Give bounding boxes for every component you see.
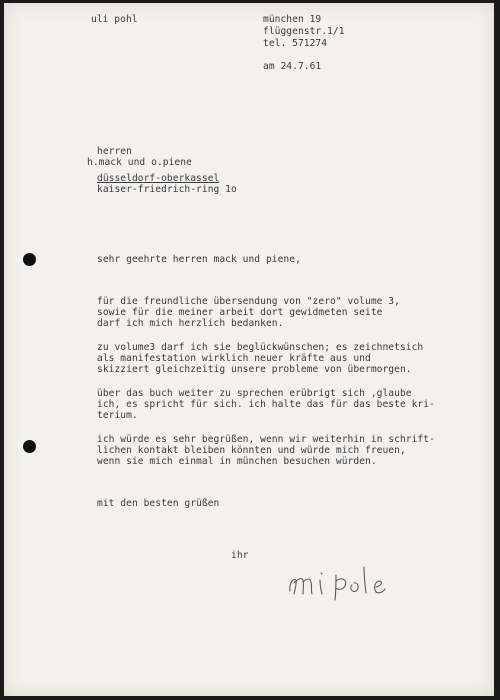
- letter-date: am 24.7.61: [263, 61, 322, 72]
- recipient-city: düsseldorf-oberkassel: [97, 173, 220, 184]
- sender-phone: tel. 571274: [263, 38, 328, 49]
- closing: mit den besten grüßen: [97, 498, 220, 509]
- paragraph-4-line-3: wenn sie mich einmal in münchen besuchen würden.: [97, 456, 377, 467]
- paragraph-4-line-2: lichen kontakt bleiben könnten und würde mich freuen,: [97, 445, 406, 456]
- handwritten-signature: [286, 561, 396, 601]
- paragraph-1-line-1: für die freundliche übersendung von "zero" volume 3,: [97, 296, 400, 307]
- paragraph-2-line-3: skizziert gleichzeitig unsere probleme von übermorgen.: [97, 364, 412, 375]
- recipient-names: h.mack und o.piene: [87, 157, 192, 168]
- paragraph-3-line-1: über das buch weiter zu sprechen erübrigt sich ,glaube: [97, 388, 412, 399]
- signature-strokes: [286, 561, 396, 601]
- signoff: ihr: [231, 550, 249, 561]
- paragraph-1-line-2: sowie für die meiner arbeit dort gewidmeten seite: [97, 307, 383, 318]
- letter-page: [4, 3, 494, 696]
- paragraph-2-line-2: als manifestation wirklich neuer kräfte aus und: [97, 353, 371, 364]
- paragraph-2-line-1: zu volume3 darf ich sie beglückwünschen; es zeichnetsich: [97, 342, 424, 353]
- sender-city: münchen 19: [263, 14, 322, 25]
- paragraph-3-line-3: terium.: [97, 410, 138, 421]
- sender-name: uli pohl: [91, 14, 138, 25]
- recipient-street: kaiser-friedrich-ring 1o: [97, 184, 237, 195]
- punch-hole-upper: [23, 253, 36, 266]
- sender-street: flüggenstr.1/1: [263, 26, 345, 37]
- punch-hole-lower: [23, 440, 36, 453]
- paragraph-1-line-3: darf ich mich herzlich bedanken.: [97, 318, 284, 329]
- recipient-salutation-line: herren: [97, 146, 132, 157]
- greeting: sehr geehrte herren mack und piene,: [97, 254, 301, 265]
- paragraph-3-line-2: ich, es spricht für sich. ich halte das für das beste kri-: [97, 399, 435, 410]
- paragraph-4-line-1: ich würde es sehr begrüßen, wenn wir weiterhin in schrift-: [97, 434, 435, 445]
